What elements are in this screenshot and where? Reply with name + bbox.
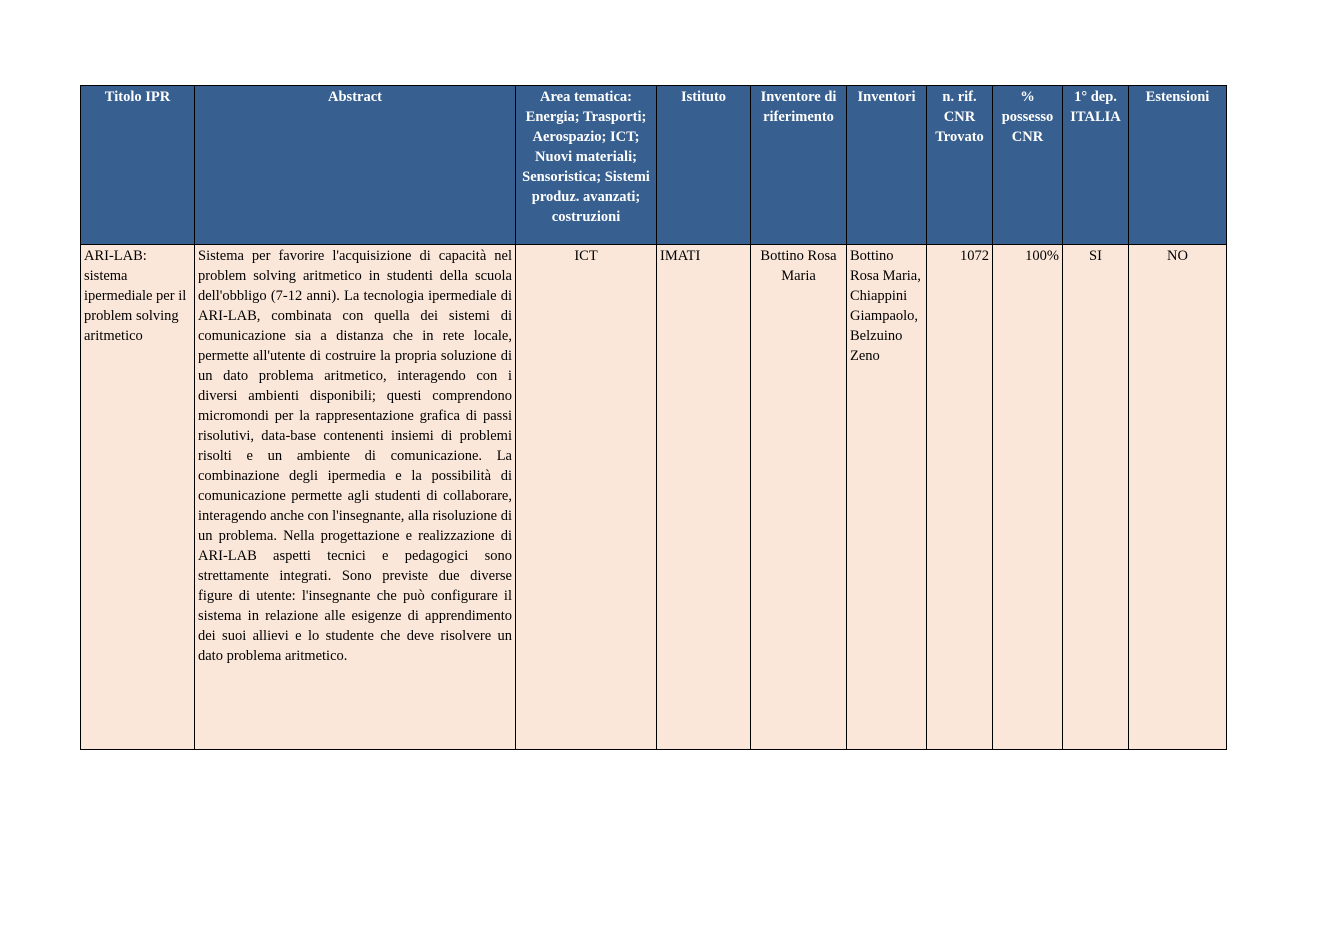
header-possesso-cnr: % possesso CNR — [993, 86, 1063, 245]
cell-istituto: IMATI — [657, 245, 751, 750]
cell-area-tematica: ICT — [516, 245, 657, 750]
cell-abstract: Sistema per favorire l'acquisizione di capacità nel problem solving aritmetico in studenti della scuola dell'obbligo (7-12 anni). La tecnologia ipermediale di ARI-LAB, combinata con quella dei sistemi di comunicazione sia a distanza che in rete locale, permette all'utente di costruire la propria soluzione di un dato problema aritmetico, interagendo con i diversi ambienti disponibili; questi comprendono micromondi per la rappresentazione grafica di passi risolutivi, data-base contenenti insiemi di problemi risolti e un ambiente di comunicazione. La combinazione degli ipermedia e la possibilità di comunicazione permette agli studenti di collaborare, interagendo anche con l'insegnante, alla risoluzione di un problema. Nella progettazione e realizzazione di ARI-LAB aspetti tecnici e pedagogici sono strettamente integrati. Sono previste due diverse figure di utente: l'insegnante che può configurare il sistema in relazione alle esigenze di apprendimento dei suoi allievi e lo studente che deve risolvere un dato problema aritmetico. — [195, 245, 516, 750]
cell-n-rif-cnr: 1072 — [927, 245, 993, 750]
cell-inventore-riferimento: Bottino Rosa Maria — [751, 245, 847, 750]
header-area-tematica: Area tematica: Energia; Trasporti; Aerospazio; ICT; Nuovi materiali; Sensoristica; Sistemi produz. avanzati; costruzioni — [516, 86, 657, 245]
header-row — [81, 86, 1227, 245]
header-n-rif-cnr: n. rif. CNR Trovato — [927, 86, 993, 245]
cell-possesso-cnr: 100% — [993, 245, 1063, 750]
header-titolo-ipr: Titolo IPR — [81, 86, 195, 245]
table-row — [81, 245, 1227, 750]
cell-primo-deposito: SI — [1063, 245, 1129, 750]
header-inventori: Inventori — [847, 86, 927, 245]
header-estensioni: Estensioni — [1129, 86, 1227, 245]
header-primo-deposito: 1° dep. ITALIA — [1063, 86, 1129, 245]
header-abstract: Abstract — [195, 86, 516, 245]
cell-inventori: Bottino Rosa Maria, Chiappini Giampaolo, Belzuino Zeno — [847, 245, 927, 750]
header-istituto: Istituto — [657, 86, 751, 245]
cell-titolo-ipr: ARI-LAB: sistema ipermediale per il problem solving aritmetico — [81, 245, 195, 750]
header-inventore-riferimento: Inventore di riferimento — [751, 86, 847, 245]
cell-estensioni: NO — [1129, 245, 1227, 750]
ipr-table — [80, 85, 1227, 750]
